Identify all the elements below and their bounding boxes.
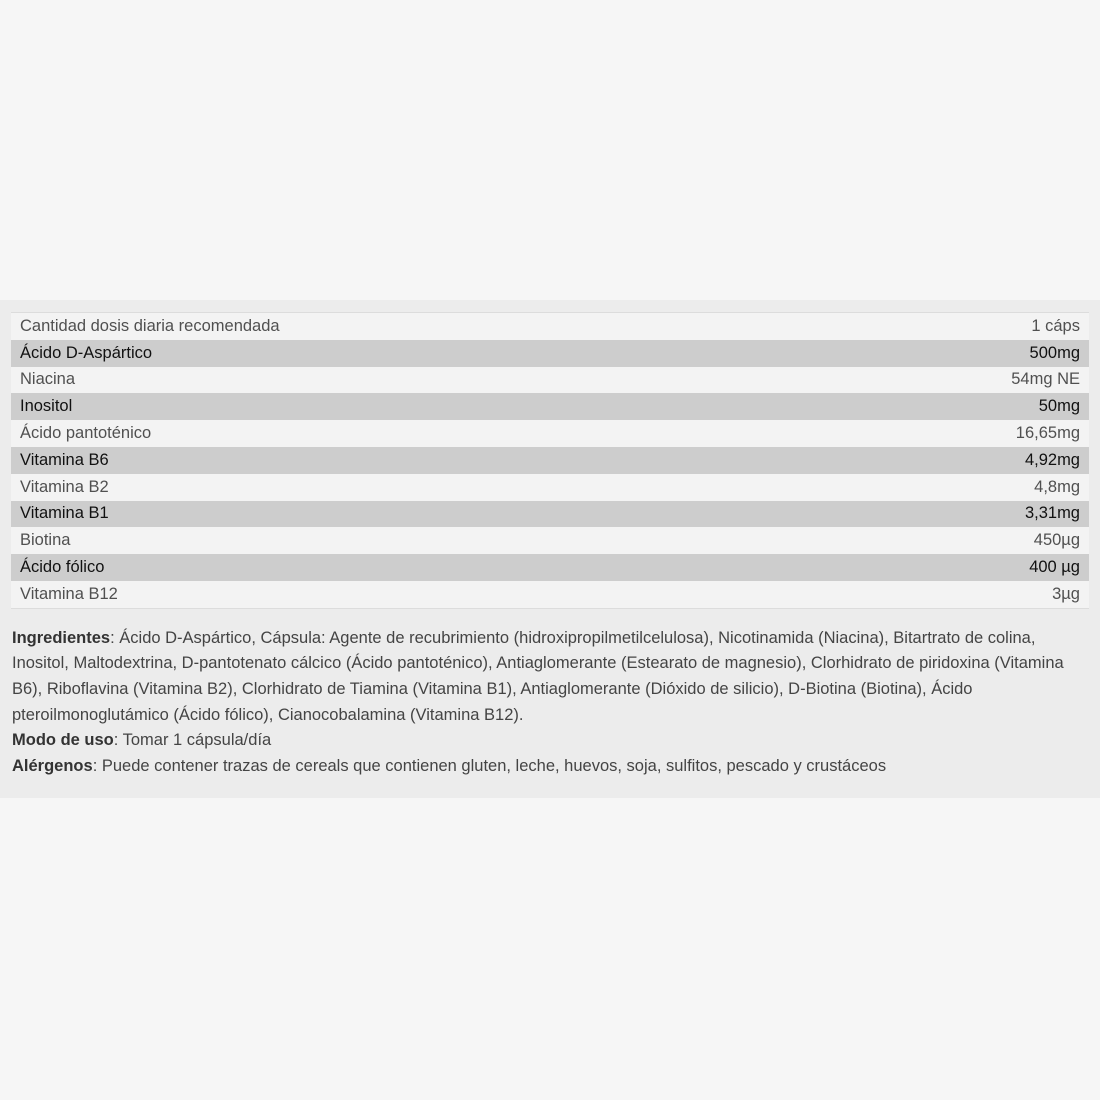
- nutrient-value: 3,31mg: [1024, 504, 1080, 523]
- ingredients-text: : Ácido D-Aspártico, Cápsula: Agente de recubrimiento (hidroxipropilmetilcelulosa), Nicotinamida (Niacina), Bitartrato de colina, Inositol, Maltodextrina, D-pantotenato cálcico (Ácido pantoténico), Antiaglomerante (Estearato de magnesio), Clorhidrato de piridoxina (Vitamina B6), Riboflavina (Vitamina B2), Clorhidrato de Tiamina (Vitamina B1), Antiaglomerante (Dióxido de silicio), D-Biotina (Biotina), Ácido pteroilmonoglutámico (Ácido fólico), Cianocobalamina (Vitamina B12).: [12, 628, 1064, 724]
- table-row: [11, 474, 1089, 501]
- nutrient-value: 500mg: [1029, 343, 1080, 362]
- table-row: [11, 367, 1089, 394]
- nutrient-name: Ácido D-Aspártico: [20, 343, 153, 362]
- nutrient-name: Vitamina B6: [20, 450, 109, 469]
- table-row: [11, 581, 1089, 608]
- nutrient-name: Vitamina B2: [20, 477, 109, 496]
- allergens-text: : Puede contener trazas de cereals que contienen gluten, leche, huevos, soja, sulfitos, pescado y crustáceos: [92, 756, 887, 775]
- nutrient-value: 54mg NE: [1011, 370, 1080, 389]
- table-row: [11, 420, 1089, 447]
- nutrition-table: [11, 312, 1089, 609]
- usage-text: : Tomar 1 cápsula/día: [113, 731, 272, 750]
- nutrient-value: 4,8mg: [1034, 477, 1080, 496]
- nutrient-name: Vitamina B12: [20, 584, 118, 603]
- table-row: [11, 340, 1089, 367]
- nutrient-value: 450µg: [1033, 531, 1080, 550]
- product-info-panel: [0, 300, 1100, 798]
- allergens-paragraph: [12, 754, 1090, 780]
- nutrient-value: 1 cáps: [1031, 316, 1080, 335]
- nutrient-value: 4,92mg: [1024, 450, 1080, 469]
- table-row: [11, 501, 1089, 528]
- usage-label: Modo de uso: [12, 731, 114, 750]
- table-row: [11, 527, 1089, 554]
- usage-paragraph: [12, 728, 1090, 754]
- product-notes: [11, 626, 1090, 780]
- nutrient-value: 400 µg: [1029, 558, 1080, 577]
- nutrient-name: Niacina: [20, 370, 76, 389]
- allergens-label: Alérgenos: [12, 756, 93, 775]
- nutrient-name: Biotina: [20, 531, 71, 550]
- nutrient-name: Vitamina B1: [20, 504, 109, 523]
- table-row: [11, 313, 1089, 340]
- nutrient-name: Ácido fólico: [20, 558, 105, 577]
- ingredients-paragraph: [12, 626, 1090, 728]
- nutrient-value: 50mg: [1038, 397, 1080, 416]
- table-row: [11, 447, 1089, 474]
- nutrient-name: Inositol: [20, 397, 73, 416]
- table-row: [11, 393, 1089, 420]
- nutrient-name: Cantidad dosis diaria recomendada: [20, 316, 280, 335]
- nutrient-value: 16,65mg: [1015, 424, 1080, 443]
- table-row: [11, 554, 1089, 581]
- ingredients-label: Ingredientes: [12, 628, 111, 647]
- nutrient-name: Ácido pantoténico: [20, 424, 152, 443]
- nutrient-value: 3µg: [1052, 584, 1080, 603]
